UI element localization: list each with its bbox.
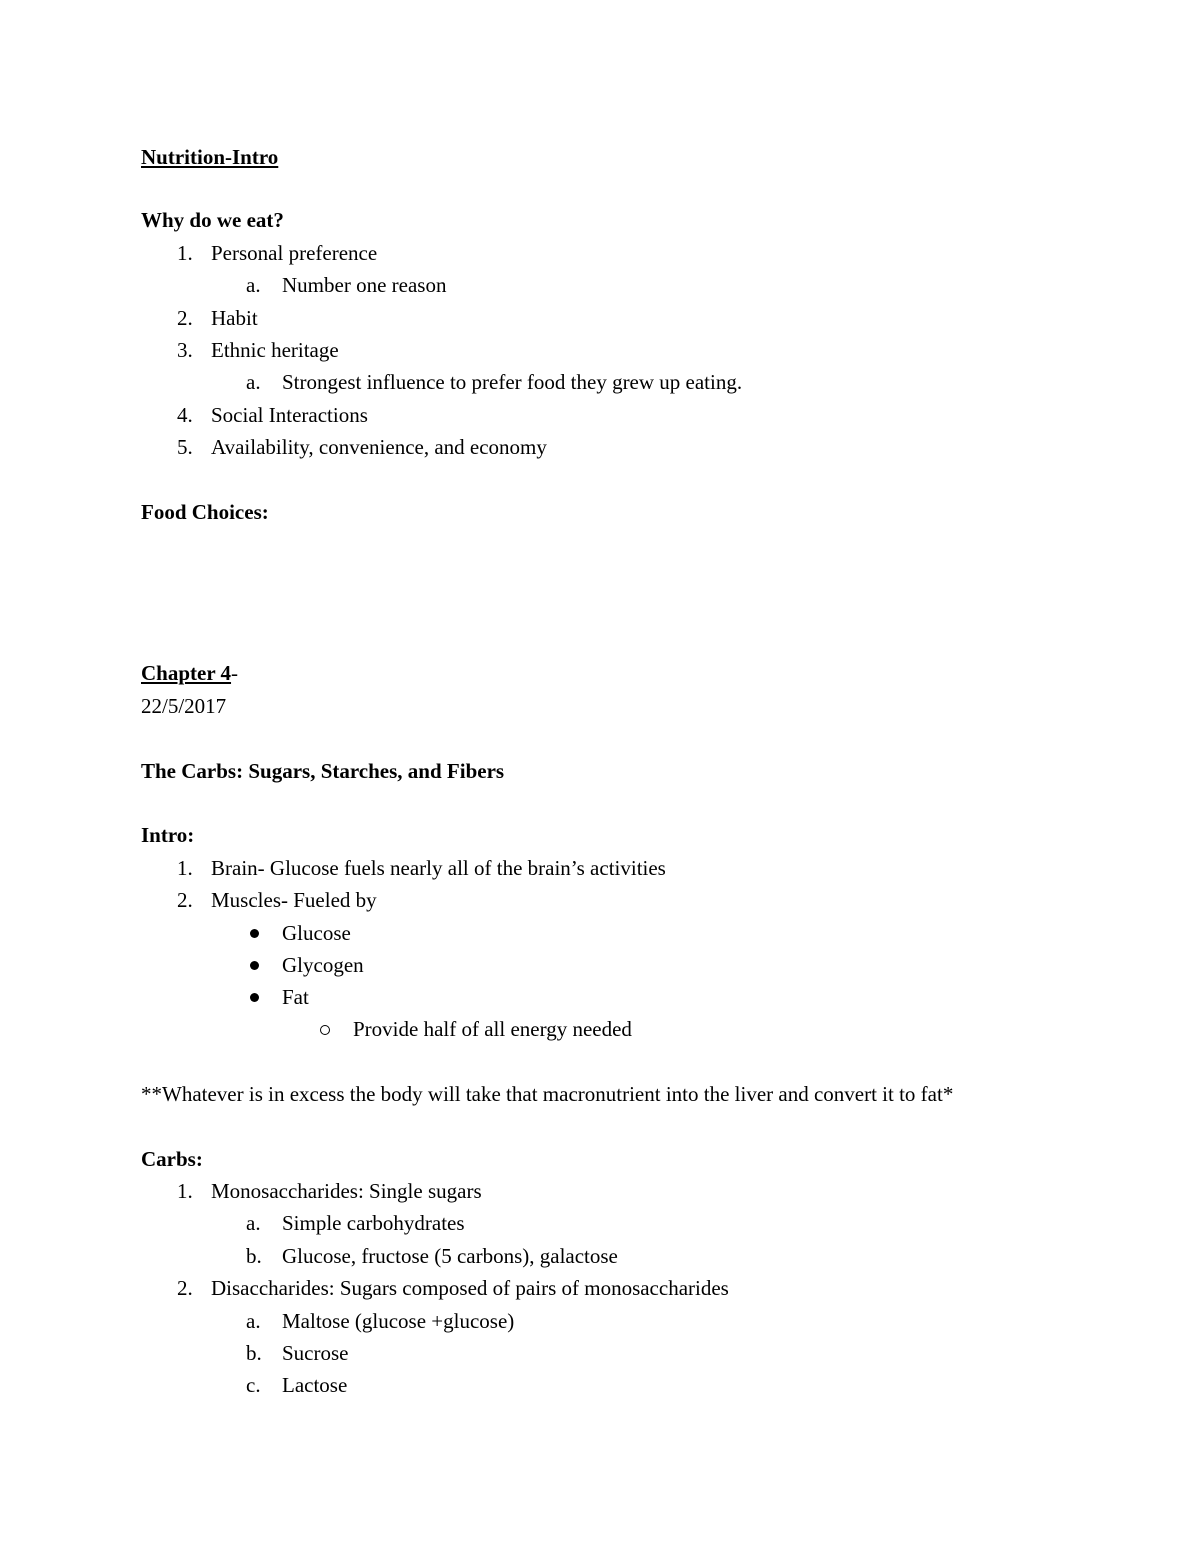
list-text: Glycogen	[282, 953, 364, 977]
list-text: Maltose (glucose +glucose)	[282, 1309, 515, 1333]
excess-note: **Whatever is in excess the body will take that macronutrient into the liver and convert it to fat*	[141, 1082, 954, 1106]
list-text: Number one reason	[282, 273, 447, 297]
carbs-heading: Carbs:	[141, 1147, 203, 1171]
list-number: 1.	[177, 241, 193, 265]
intro-heading: Intro:	[141, 823, 195, 847]
list-letter: a.	[246, 370, 261, 394]
list-text: Personal preference	[211, 241, 378, 265]
list-letter: c.	[246, 1373, 261, 1397]
list-text: Monosaccharides: Single sugars	[211, 1179, 482, 1203]
bullet-dot-icon	[250, 961, 259, 970]
list-text: Social Interactions	[211, 403, 368, 427]
list-letter: b.	[246, 1341, 262, 1365]
list-number: 3.	[177, 338, 193, 362]
chapter-dash: -	[231, 661, 239, 685]
list-letter: a.	[246, 1211, 261, 1235]
chapter-line	[141, 660, 238, 686]
list-text: Lactose	[282, 1373, 348, 1397]
list-number: 1.	[177, 856, 193, 880]
list-text: Availability, convenience, and economy	[211, 435, 547, 459]
list-text: Provide half of all energy needed	[353, 1017, 632, 1041]
list-number: 1.	[177, 1179, 193, 1203]
list-number: 2.	[177, 1276, 193, 1300]
section-title: The Carbs: Sugars, Starches, and Fibers	[141, 759, 505, 783]
list-text: Habit	[211, 306, 258, 330]
list-text: Glucose	[282, 921, 351, 945]
list-number: 2.	[177, 306, 193, 330]
list-text: Ethnic heritage	[211, 338, 339, 362]
bullet-dot-icon	[250, 993, 259, 1002]
list-text: Muscles- Fueled by	[211, 888, 377, 912]
list-number: 2.	[177, 888, 193, 912]
list-letter: a.	[246, 273, 261, 297]
list-text: Strongest influence to prefer food they grew up eating.	[282, 370, 743, 394]
list-text: Simple carbohydrates	[282, 1211, 465, 1235]
bullet-dot-icon	[250, 929, 259, 938]
food-choices-heading: Food Choices:	[141, 500, 269, 524]
page-title: Nutrition-Intro	[141, 145, 279, 169]
list-text: Brain- Glucose fuels nearly all of the brain’s activities	[211, 856, 666, 880]
list-letter: b.	[246, 1244, 262, 1268]
list-number: 5.	[177, 435, 193, 459]
bullet-circle-icon	[320, 1025, 330, 1035]
list-text: Glucose, fructose (5 carbons), galactose	[282, 1244, 618, 1268]
list-number: 4.	[177, 403, 193, 427]
list-text: Disaccharides: Sugars composed of pairs of monosaccharides	[211, 1276, 729, 1300]
list-text: Sucrose	[282, 1341, 349, 1365]
chapter-date: 22/5/2017	[141, 694, 227, 718]
why-heading: Why do we eat?	[141, 208, 284, 232]
chapter-heading: Chapter 4	[141, 661, 232, 685]
list-letter: a.	[246, 1309, 261, 1333]
list-text: Fat	[282, 985, 309, 1009]
